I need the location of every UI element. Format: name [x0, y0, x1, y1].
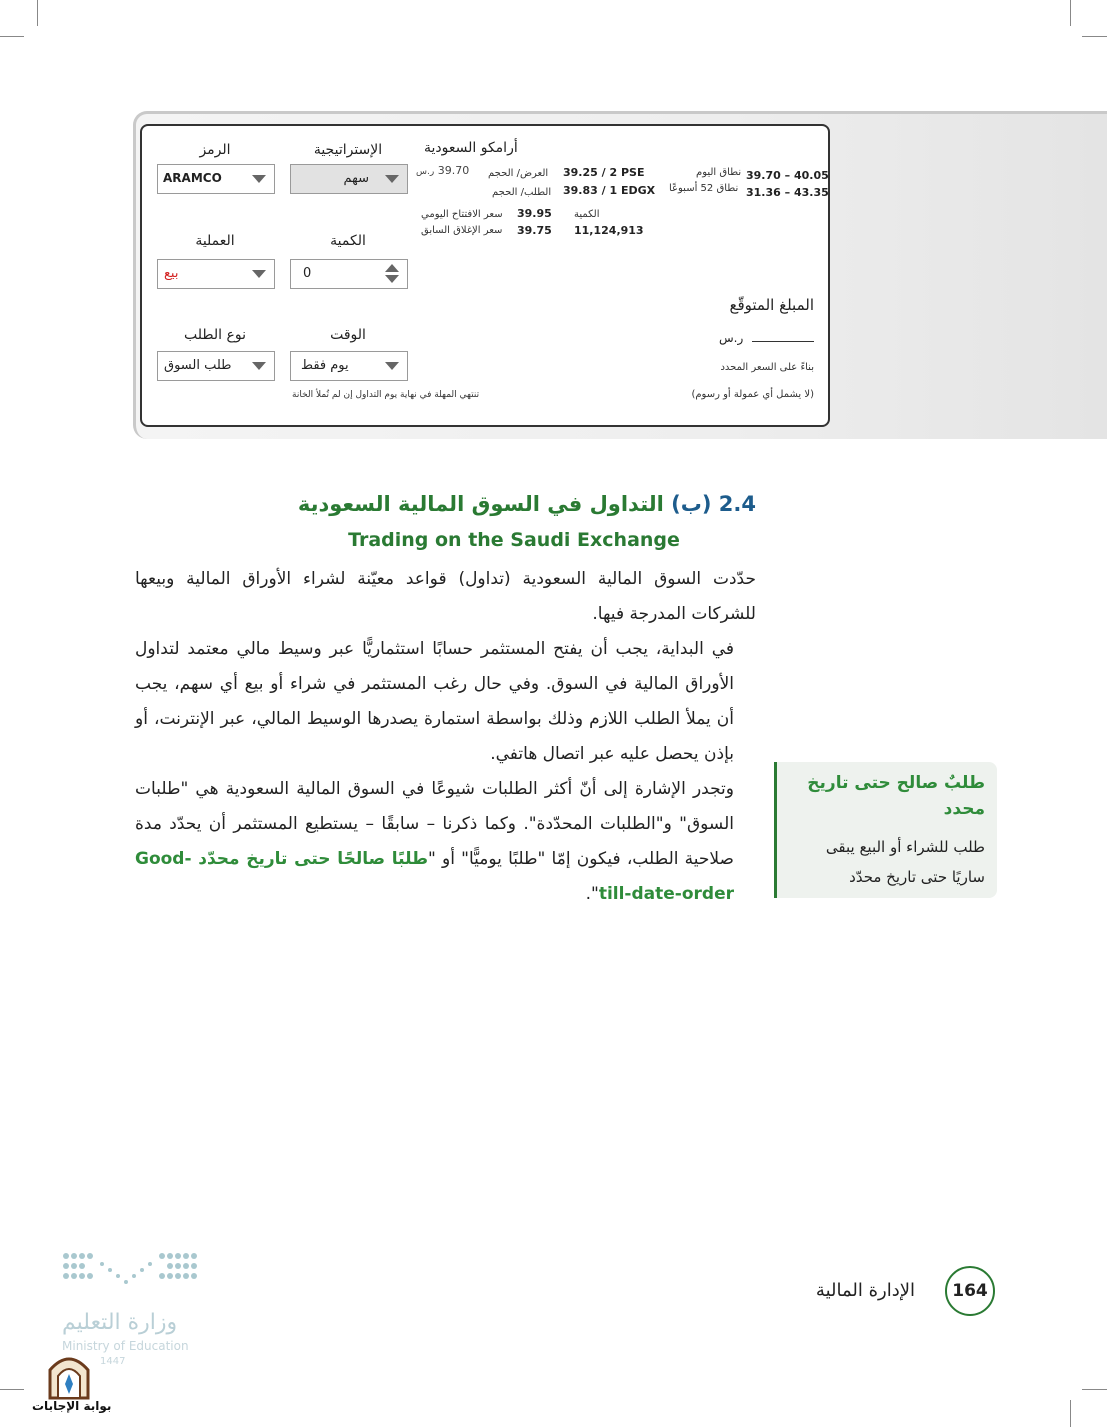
- order-type-select[interactable]: [157, 351, 275, 381]
- operation-label: العملية: [195, 233, 235, 249]
- last-price-group: [416, 164, 469, 177]
- time-label: الوقت: [330, 327, 366, 343]
- last-price-currency: ر.س: [416, 167, 435, 177]
- order-type-label: نوع الطلب: [184, 327, 246, 343]
- ministry-name-ar: وزارة التعليم: [62, 1310, 178, 1335]
- answers-gate-label: بوابة الإجابات: [32, 1399, 112, 1413]
- operation-value: بيع: [164, 266, 179, 281]
- strategy-label: الإستراتيجية: [313, 142, 383, 158]
- company-name: أرامكو السعودية: [424, 140, 518, 156]
- section-heading-ar: [250, 492, 756, 516]
- paragraph-1: حدّدت السوق المالية السعودية (تداول) قواعد معيّنة لشراء الأوراق المالية وبيعها للشركات المدرجة فيها.: [135, 569, 756, 624]
- ministry-year: 1447: [100, 1356, 126, 1367]
- heading-text: التداول في السوق المالية السعودية: [297, 492, 664, 516]
- expected-amount-title: المبلغ المتوقّع: [729, 296, 814, 314]
- expected-note: (لا يشمل أي عمولة أو رسوم): [691, 389, 814, 400]
- volume-label: الكمية: [574, 209, 600, 220]
- expiry-note: تنتهي المهلة في نهاية يوم التداول إن لم تُملأ الخانة: [292, 390, 480, 400]
- open-value: 39.95: [517, 207, 552, 220]
- chevron-down-icon: [377, 165, 407, 193]
- chevron-down-icon: [244, 260, 274, 288]
- prev-close-value: 39.75: [517, 224, 552, 237]
- day-range-label: نطاق اليوم: [696, 167, 742, 178]
- expected-basis: بناءً على السعر المحدد: [720, 362, 814, 373]
- prev-close-label: سعر الإغلاق السابق: [421, 225, 503, 236]
- definition-text: طلب للشراء أو البيع يبقى ساريًا حتى تاريخ محدّد: [825, 838, 985, 886]
- page-number: 164: [945, 1266, 995, 1316]
- trade-order-panel: [140, 124, 830, 427]
- operation-select[interactable]: [157, 259, 275, 289]
- symbol-label: الرمز: [199, 142, 231, 158]
- strategy-value: سهم: [343, 171, 369, 186]
- chevron-down-icon: [377, 352, 407, 380]
- definition-title: طلبٌ صالح حتى تاريخ محدد: [807, 773, 985, 819]
- paragraph-3-text: وتجدر الإشارة إلى أنّ أكثر الطلبات شيوعًا في السوق المالية السعودية هي "طلبات السوق" و"الطلبات المحدّدة". وكما ذكرنا – سابقًا – يستطيع المستثمر أن يحدّد مدة صلاحية الطلب، فيكون إمّا "طلبًا يوميًّا" أو ": [135, 779, 734, 869]
- bid-value: 39.83 / 1 EDGX: [563, 184, 656, 197]
- order-type-value: طلب السوق: [164, 358, 232, 373]
- week52-value: 31.36 – 43.35: [746, 186, 829, 199]
- definition-box: [774, 762, 997, 898]
- quantity-label: الكمية: [330, 233, 366, 249]
- chevron-down-icon: [244, 165, 274, 193]
- last-price: 39.70: [437, 164, 470, 177]
- strategy-select[interactable]: [290, 164, 408, 194]
- section-heading-en: Trading on the Saudi Exchange: [348, 529, 680, 551]
- body-paragraphs: [135, 562, 756, 912]
- week52-label: نطاق 52 أسبوعًا: [669, 183, 739, 194]
- stepper-arrows-icon[interactable]: [385, 264, 399, 283]
- heading-number: 2.4: [718, 492, 756, 516]
- time-value: يوم فقط: [301, 358, 349, 373]
- symbol-value: ARAMCO: [163, 171, 222, 185]
- offer-value: 39.25 / 2 PSE: [563, 166, 645, 179]
- time-select[interactable]: [290, 351, 408, 381]
- chevron-down-icon: [244, 352, 274, 380]
- paragraph-2: في البداية، يجب أن يفتح المستثمر حسابًا استثماريًّا عبر وسيط مالي معتمد لتداول الأوراق المالية في السوق. وفي حال رغب المستثمر في شراء أو بيع أي سهم، يجب أن يملأ الطلب اللازم وذلك بواسطة استمارة يصدرها الوسيط المالي، عبر الإنترنت، أو بإذن يحصل عليه عبر اتصال هاتفي.: [135, 639, 734, 764]
- ministry-name-en: Ministry of Education: [62, 1339, 189, 1353]
- symbol-select[interactable]: [157, 164, 275, 194]
- open-label: سعر الافتتاح اليومي: [421, 209, 503, 220]
- expected-currency: ر.س: [719, 331, 744, 345]
- expected-amount-line: [752, 341, 814, 342]
- offer-label: العرض/ الحجم: [488, 168, 549, 179]
- paragraph-3-term: طلبًا صالحًا حتى تاريخ محدّد Good-till-date-order: [135, 849, 734, 904]
- answers-gate-icon: [46, 1350, 92, 1400]
- book-title: الإدارة المالية: [815, 1280, 915, 1301]
- bid-label: الطلب/ الحجم: [492, 187, 552, 198]
- paragraph-3: [135, 772, 756, 912]
- heading-letter: (ب): [671, 492, 712, 516]
- day-range-value: 39.70 – 40.05: [746, 169, 829, 182]
- ministry-logo-icon: [62, 1252, 198, 1294]
- quantity-value: 0: [303, 266, 312, 281]
- paragraph-3-end: ".: [585, 884, 599, 904]
- volume-value: 11,124,913: [574, 224, 644, 237]
- quantity-stepper[interactable]: [290, 259, 408, 289]
